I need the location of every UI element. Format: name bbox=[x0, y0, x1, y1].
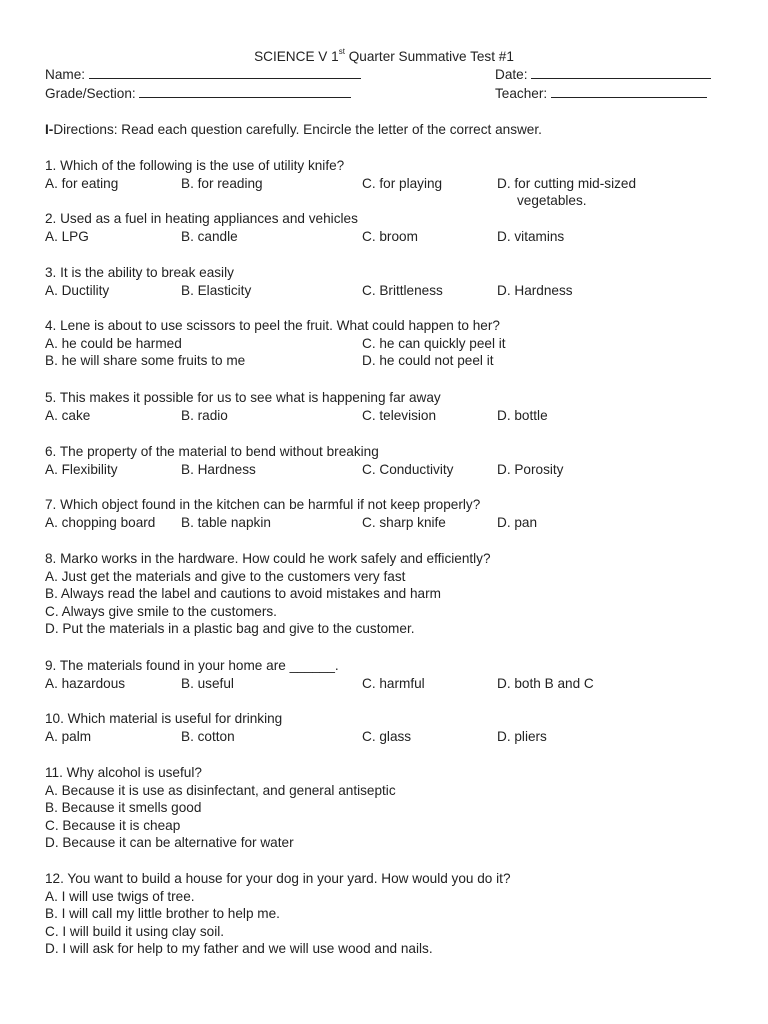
option-b[interactable]: B. useful bbox=[181, 675, 234, 691]
option-b[interactable]: B. I will call my little brother to help me. bbox=[45, 906, 280, 922]
option-c[interactable]: C. harmful bbox=[362, 675, 425, 691]
option-c[interactable]: C. broom bbox=[362, 228, 418, 244]
question-stem: 6. The property of the material to bend without breaking bbox=[45, 444, 379, 459]
grade-label: Grade/Section: bbox=[45, 86, 136, 101]
option-d[interactable]: D. both B and C bbox=[497, 675, 594, 691]
options-row bbox=[45, 175, 735, 209]
question-stem: 12. You want to build a house for your dog in your yard. How would you do it? bbox=[45, 871, 511, 886]
header-row-name-date bbox=[45, 66, 723, 84]
directions bbox=[45, 121, 542, 139]
options-row bbox=[45, 335, 735, 353]
name-field bbox=[45, 66, 361, 84]
option-c[interactable]: C. Because it is cheap bbox=[45, 817, 181, 833]
question-6 bbox=[45, 443, 735, 478]
option-b[interactable]: B. Always read the label and cautions to avoid mistakes and harm bbox=[45, 586, 441, 602]
option-c[interactable]: C. Brittleness bbox=[362, 282, 443, 298]
option-b[interactable]: B. cotton bbox=[181, 728, 235, 744]
question-stem: 7. Which object found in the kitchen can be harmful if not keep properly? bbox=[45, 497, 481, 512]
option-d[interactable]: D. Hardness bbox=[497, 282, 573, 298]
option-a[interactable]: A. chopping board bbox=[45, 514, 156, 530]
option-c[interactable]: C. glass bbox=[362, 728, 412, 744]
option-d[interactable]: D. I will ask for help to my father and we will use wood and nails. bbox=[45, 941, 433, 957]
question-stem: 8. Marko works in the hardware. How could he work safely and efficiently? bbox=[45, 551, 491, 566]
date-blank[interactable] bbox=[531, 66, 711, 79]
question-5 bbox=[45, 389, 735, 424]
option-d[interactable] bbox=[497, 175, 697, 210]
option-a[interactable]: A. Because it is use as disinfectant, and general antiseptic bbox=[45, 782, 396, 798]
options-row bbox=[45, 407, 735, 425]
option-a[interactable]: A. Ductility bbox=[45, 282, 110, 298]
option-a[interactable]: A. Just get the materials and give to the customers very fast bbox=[45, 568, 406, 584]
question-stem: 5. This makes it possible for us to see what is happening far away bbox=[45, 390, 441, 405]
option-d[interactable]: D. Put the materials in a plastic bag and give to the customer. bbox=[45, 621, 415, 637]
option-b[interactable]: B. for reading bbox=[181, 175, 263, 191]
options-row bbox=[45, 228, 735, 246]
question-8 bbox=[45, 550, 735, 638]
question-9 bbox=[45, 657, 735, 692]
option-a[interactable]: A. he could be harmed bbox=[45, 335, 182, 351]
option-c[interactable]: C. for playing bbox=[362, 175, 443, 191]
date-field bbox=[495, 66, 711, 84]
question-stem: 10. Which material is useful for drinking bbox=[45, 711, 283, 726]
option-b[interactable]: B. candle bbox=[181, 228, 238, 244]
question-stem: 11. Why alcohol is useful? bbox=[45, 765, 202, 780]
question-1 bbox=[45, 157, 735, 209]
option-a[interactable]: A. cake bbox=[45, 407, 91, 423]
question-11 bbox=[45, 764, 735, 852]
directions-text: Directions: Read each question carefully. Encircle the letter of the correct answer. bbox=[53, 122, 542, 137]
options-row bbox=[45, 282, 735, 300]
option-d[interactable]: D. he could not peel it bbox=[362, 353, 494, 369]
question-stem: 2. Used as a fuel in heating appliances and vehicles bbox=[45, 211, 358, 226]
option-a[interactable]: A. for eating bbox=[45, 175, 119, 191]
options-row bbox=[45, 514, 735, 532]
options-row bbox=[45, 728, 735, 746]
question-stem: 9. The materials found in your home are ______. bbox=[45, 658, 339, 673]
test-title bbox=[0, 49, 768, 65]
teacher-label: Teacher: bbox=[495, 86, 548, 101]
option-b[interactable]: B. table napkin bbox=[181, 514, 271, 530]
option-a[interactable]: A. palm bbox=[45, 728, 92, 744]
option-a[interactable]: A. I will use twigs of tree. bbox=[45, 888, 195, 904]
option-b[interactable]: B. Because it smells good bbox=[45, 800, 202, 816]
title-text-rest: Quarter Summative Test #1 bbox=[344, 49, 514, 64]
directions-part-label: I- bbox=[45, 122, 54, 137]
option-c[interactable]: C. I will build it using clay soil. bbox=[45, 923, 225, 939]
options-row bbox=[45, 352, 735, 370]
question-4 bbox=[45, 317, 735, 370]
date-label: Date: bbox=[495, 67, 528, 82]
question-stem: 1. Which of the following is the use of utility knife? bbox=[45, 158, 345, 173]
option-d[interactable]: D. bottle bbox=[497, 407, 548, 423]
option-d[interactable]: D. vitamins bbox=[497, 228, 565, 244]
option-d-continuation: vegetables. bbox=[517, 193, 587, 209]
name-blank[interactable] bbox=[89, 66, 361, 79]
question-stem: 3. It is the ability to break easily bbox=[45, 265, 234, 280]
teacher-blank[interactable] bbox=[551, 85, 707, 98]
option-c[interactable]: C. he can quickly peel it bbox=[362, 335, 506, 351]
option-b[interactable]: B. radio bbox=[181, 407, 228, 423]
option-d[interactable]: D. Porosity bbox=[497, 461, 564, 477]
option-a[interactable]: A. LPG bbox=[45, 228, 89, 244]
title-text: SCIENCE V 1 bbox=[254, 49, 339, 64]
option-a[interactable]: A. hazardous bbox=[45, 675, 126, 691]
option-c[interactable]: C. Always give smile to the customers. bbox=[45, 603, 277, 619]
option-d[interactable]: D. pan bbox=[497, 514, 538, 530]
options-row bbox=[45, 675, 735, 693]
option-d-text: D. for cutting mid-sized bbox=[497, 175, 637, 191]
header-row-grade-teacher bbox=[45, 85, 723, 103]
teacher-field bbox=[495, 85, 707, 103]
grade-blank[interactable] bbox=[139, 85, 351, 98]
question-10 bbox=[45, 710, 735, 745]
option-d[interactable]: D. pliers bbox=[497, 728, 547, 744]
option-b[interactable]: B. he will share some fruits to me bbox=[45, 353, 246, 369]
option-d[interactable]: D. Because it can be alternative for water bbox=[45, 835, 294, 851]
grade-field bbox=[45, 85, 351, 103]
options-row bbox=[45, 461, 735, 479]
name-label: Name: bbox=[45, 67, 86, 82]
question-12 bbox=[45, 870, 735, 958]
title-superscript: st bbox=[338, 47, 345, 57]
question-3 bbox=[45, 264, 735, 299]
option-c[interactable]: C. sharp knife bbox=[362, 514, 446, 530]
option-a[interactable]: A. Flexibility bbox=[45, 461, 118, 477]
question-2 bbox=[45, 210, 735, 245]
option-c[interactable]: C. Conductivity bbox=[362, 461, 454, 477]
option-b[interactable]: B. Hardness bbox=[181, 461, 256, 477]
option-b[interactable]: B. Elasticity bbox=[181, 282, 252, 298]
option-c[interactable]: C. television bbox=[362, 407, 437, 423]
question-stem: 4. Lene is about to use scissors to peel the fruit. What could happen to her? bbox=[45, 318, 500, 333]
question-7 bbox=[45, 496, 735, 531]
